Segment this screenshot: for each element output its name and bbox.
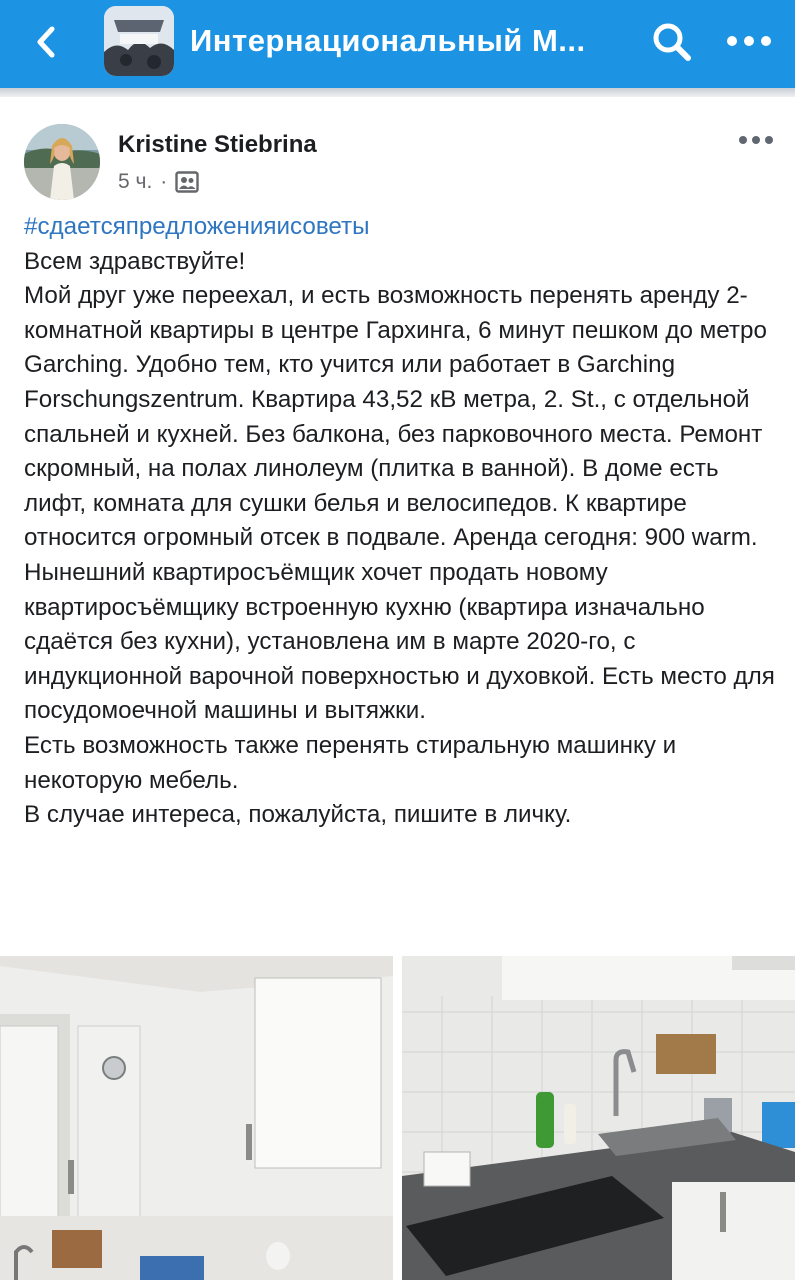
- post-paragraph: Мой друг уже переехал, и есть возможность перенять аренду 2-комнатной квартиры в центре Гархинга, 6 минут пешком до метро Garching. Удобно тем, кто учится или работает в Garching Forschungszentrum. Квартира 43,52 кВ метра, 2. St., с отдельной спальней и кухней. Без балкона, без парковочного места. Ремонт скромный, на полах линолеум (плитка в ванной). В доме есть лифт, комната для сушки белья и велосипедов. К квартире относится огромный отсек в подвале. Аренда сегодня: 900 warm.: [24, 282, 767, 552]
- more-horizontal-icon: [738, 132, 774, 148]
- meta-separator: ·: [160, 170, 168, 193]
- back-button[interactable]: [28, 22, 68, 62]
- post-paragraph: В случае интереса, пожалуйста, пишите в личку.: [24, 801, 572, 829]
- post-paragraph: Всем здравствуйте!: [24, 247, 246, 275]
- chevron-left-icon: [28, 22, 68, 62]
- post-time[interactable]: 5 ч.: [118, 170, 153, 193]
- more-horizontal-icon: [726, 28, 772, 54]
- search-icon: [650, 20, 694, 64]
- kitchen-stove-photo[interactable]: [402, 956, 795, 1280]
- kitchen-cabinets-photo[interactable]: [0, 956, 393, 1280]
- post-paragraph: Нынешний квартиросъёмщик хочет продать новому квартиросъёмщику встроенную кухню (квартира изначально сдаётся без кухни), установлена им в марте 2020-го, с индукционной варочной поверхностью и духовкой. Есть место для посудомоечной машины и вытяжки.: [24, 558, 775, 725]
- more-options-button[interactable]: [726, 28, 772, 54]
- avatar[interactable]: [24, 124, 100, 200]
- group-logo[interactable]: [104, 6, 174, 76]
- top-bar: [0, 0, 795, 88]
- post-text: [24, 210, 784, 833]
- top-bar-divider: [0, 88, 795, 97]
- post-menu-button[interactable]: [738, 132, 774, 148]
- search-button[interactable]: [650, 20, 694, 64]
- hashtag-link[interactable]: #сдаетсяпредложенияисоветы: [24, 213, 370, 240]
- group-audience-icon: [175, 171, 199, 193]
- group-title[interactable]: Интернациональный М...: [190, 23, 586, 58]
- post-meta: [118, 168, 199, 196]
- post-paragraph: Есть возможность также перенять стиральную машинку и некоторую мебель.: [24, 731, 677, 794]
- author-name[interactable]: Kristine Stiebrina: [118, 131, 317, 158]
